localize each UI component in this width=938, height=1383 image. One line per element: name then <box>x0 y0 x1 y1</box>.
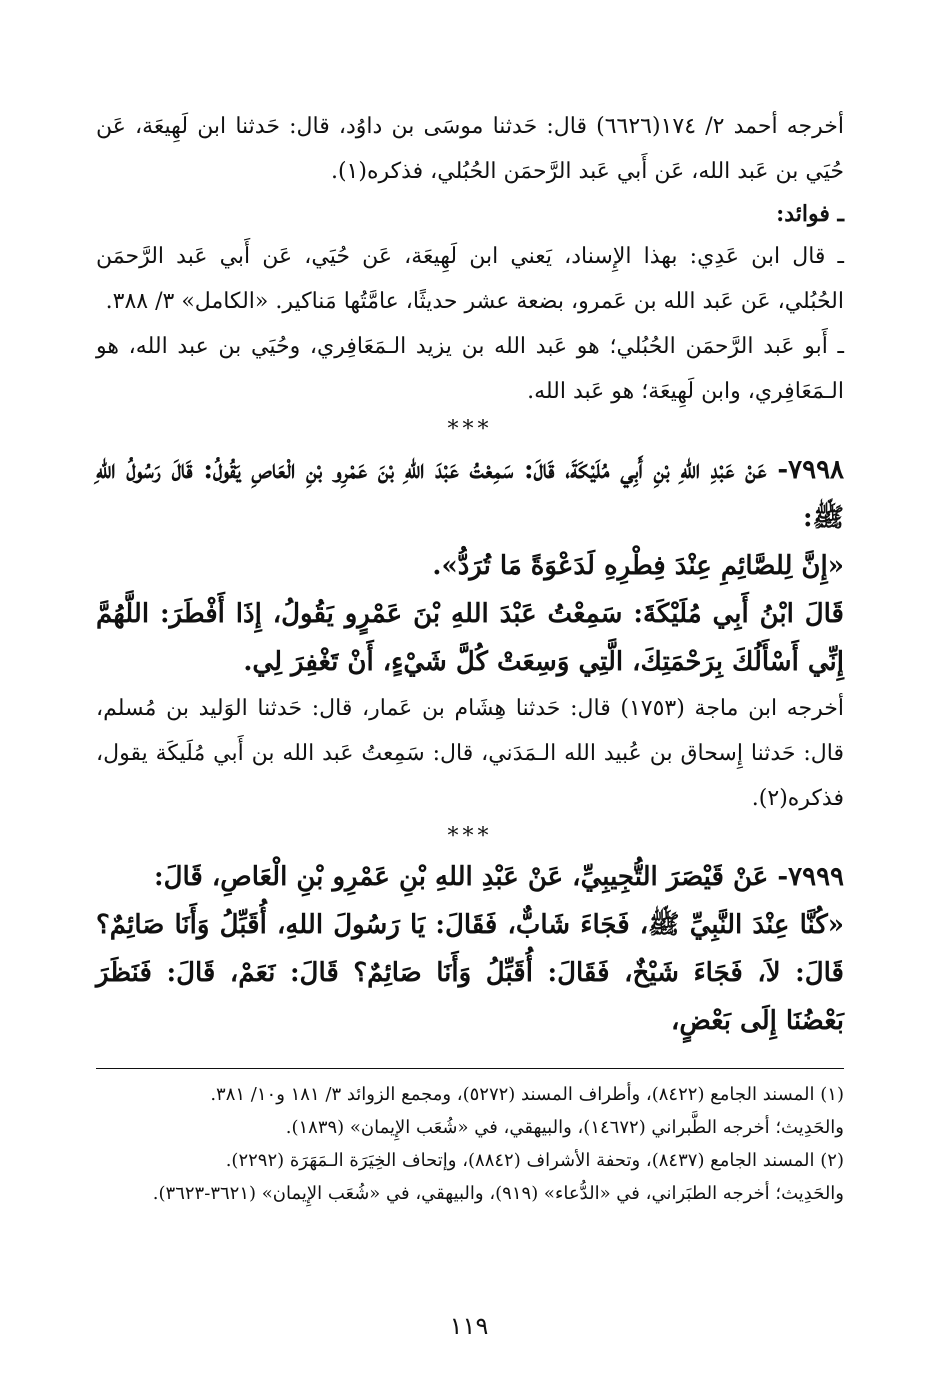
separator-stars: *** <box>447 824 493 849</box>
page-number: ١١٩ <box>449 1312 489 1340</box>
takhrij-ibn-majah: أخرجه ابن ماجة (١٧٥٣) قال: حَدثنا هِشَام بن عَمار، قال: حَدثنا الوَليد بن مُسلم، قال: حَدثنا إِسحاق بن عُبيد الله الـمَدَني، قال: سَمِعتُ عَبد الله بن أَبي مُلَيكَة يقول، فذكره(٢). <box>96 696 845 811</box>
fawaid-note-1: ـ قال ابن عَدِي: بهذا الإِسناد، يَعني ابن لَهِيعَة، عَن حُيَي، عَن أَبي عَبد الرَّحمَن الحُبُلي، عَن عَبد الله بن عَمرو، بضعة عشر حديثًا، عامَّتُها مَناكير. «الكامل» ٣/ ٣٨٨. <box>96 244 844 314</box>
hadith-7998-athar: قَالَ ابْنُ أَبِي مُلَيْكَةَ: سَمِعْتُ عَبْدَ اللهِ بْنَ عَمْرٍو يَقُولُ، إِذَا أَفْطَرَ: اللَّهُمَّ إِنِّي أَسْأَلُكَ بِرَحْمَتِكَ، الَّتِي وَسِعَتْ كُلَّ شَيْءٍ، أَنْ تَغْفِرَ لِي. <box>96 599 844 677</box>
hadith-7999-matn: «كُنَّا عِنْدَ النَّبِيِّ ﷺ، فَجَاءَ شَابٌّ، فَقَالَ: يَا رَسُولَ اللهِ، أُقَبِّلُ وَأَنَا صَائِمٌ؟ قَالَ: لاَ، فَجَاءَ شَيْخٌ، فَقَالَ: أُقَبِّلُ وَأَنَا صَائِمٌ؟ قَالَ: نَعَمْ، قَالَ: فَنَظَرَ بَعْضُنَا إِلَى بَعْضٍ، <box>96 910 844 1036</box>
footnote-1-cont: والحَدِيث؛ أخرجه الطَّبراني (١٤٦٧٢)، والبيهقي، في «شُعَب الإِيمان» (١٨٣٩). <box>285 1117 844 1138</box>
hadith-7999-isnad: ٧٩٩٩- عَنْ قَيْصَرَ التُّجِيبِيِّ، عَنْ عَبْدِ اللهِ بْنِ عَمْرِو بْنِ الْعَاصِ، قَالَ: <box>153 862 844 892</box>
footnote-2: (٢) المسند الجامع (٨٤٣٧)، وتحفة الأشراف (٨٨٤٢)، وإتحاف الخِيَرَة الـمَهَرَة (٢٢٩٢). <box>225 1150 844 1171</box>
footnote-2-cont: والحَدِيث؛ أخرجه الطبَراني، في «الدُّعاء» (٩١٩)، والبيهقي، في «شُعَب الإِيمان» (٣٦٢١-٣٦٢٣). <box>152 1183 844 1204</box>
separator-stars: *** <box>447 417 493 442</box>
fawaid-note-2: ـ أَبو عَبد الرَّحمَن الحُبُلي؛ هو عَبد الله بن يزيد الـمَعَافِري، وحُيَي بن عبد الله، هو الـمَعَافِري، وابن لَهِيعَة؛ هو عَبد الله. <box>96 334 844 404</box>
page-body <box>96 104 844 1045</box>
footnotes <box>96 1078 844 1210</box>
hadith-7998-matn: «إِنَّ لِلصَّائِمِ عِنْدَ فِطْرِهِ لَدَعْوَةً مَا تُرَدُّ». <box>432 551 844 581</box>
footnote-divider <box>96 1068 844 1069</box>
hadith-7998-isnad: ٧٩٩٨- عَنْ عَبْدِ اللهِ بْنِ أَبِي مُلَيْكَةَ، قَالَ: سَمِعْتُ عَبْدَ اللهِ بْنَ عَمْرِو بْنِ الْعَاصِ يَقُولُ: قَالَ رَسُولُ اللهِ ﷺ: <box>96 455 844 533</box>
fawaid-heading: ـ فوائد: <box>776 201 844 227</box>
takhrij-ahmad: أخرجه أحمد ٢/ ١٧٤(٦٦٢٦) قال: حَدثنا موسَى بن داوُد، قال: حَدثنا ابن لَهِيعَة، عَن حُيَي بن عَبد الله، عَن أَبي عَبد الرَّحمَن الحُبُلي، فذكره(١). <box>96 114 844 184</box>
footnote-1: (١) المسند الجامع (٨٤٢٢)، وأطراف المسند (٥٢٧٢)، ومجمع الزوائد ٣/ ١٨١ و١٠/ ٣٨١. <box>210 1084 844 1105</box>
